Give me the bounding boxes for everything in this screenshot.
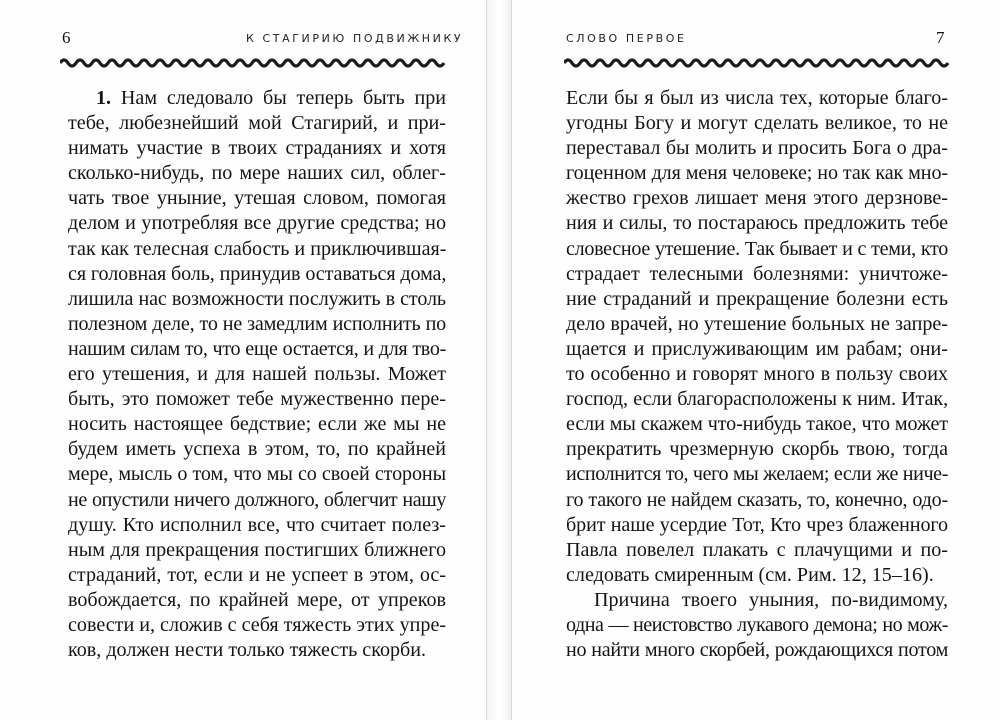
wavy-rule-icon [60,54,448,72]
right-header-ornament [564,54,952,72]
text-line: совести и, сложив с себя тяжесть этих упре- [68,613,447,636]
text-line: душу. Кто исполнил все, что считает полез- [68,513,446,536]
text-line: ков, должен нести только тяжесть скорби. [68,639,427,662]
text-line: но найти много скорбей, рождающихся потом [566,639,948,662]
left-header-ornament [60,54,448,72]
text-line: страдает телесными болезнями: уничтоже- [566,262,948,285]
book-gutter [486,0,512,720]
right-page-number: 7 [936,28,945,47]
left-running-head: К СТАГИРИЮ ПОДВИЖНИКУ [246,32,464,45]
right-body-text [566,86,948,663]
text-line: ся головная боль, принудив оставаться дома, [68,262,447,285]
text-line: лишила нас возможности послужить в столь [68,287,446,310]
text-line: исполнится то, чего мы желаем; если же ниче- [566,463,948,486]
text-line: носить настоящее бедствие; если же мы не [68,413,446,436]
text-line: мере, мысль о том, что мы со своей стороны [68,463,446,486]
text-line: тебе, любезнейший мой Стагирий, и при- [68,112,446,135]
text-line: страданий, тот, если и не успеет в этом, ос- [68,563,446,586]
text-line: ния и силы, то постараюсь предложить тебе [566,212,948,235]
text-line: полезном деле, то не замедлим исполнить по [68,312,446,335]
text-line: 1. Нам следовало бы теперь быть при [96,87,446,109]
wavy-rule-icon [564,54,952,72]
text-line: его утешения, и для нашей пользы. Может [68,363,446,386]
text-line: Причина твоего уныния, по-видимому, [594,588,948,611]
left-body-text [68,86,446,663]
text-line: ние страданий и прекращение болезни есть [566,287,948,310]
text-line: то особенно и говорят много в пользу своих [566,363,948,386]
text-line: господ, если благорасположены к ним. Итак, [566,388,948,411]
left-page-number: 6 [62,28,71,47]
text-line: быть, это поможет тебе мужественно пере- [68,388,446,411]
text-line: жество грехов лишает меня этого дерзнове- [566,187,948,210]
text-line: переставал бы молить и просить Бога о дра- [566,137,948,160]
text-line: прекратить чрезмерную скорбь твою, тогда [566,438,948,461]
right-running-head: СЛОВО ПЕРВОЕ [566,32,687,45]
text-line: брит наше усердие Тот, Кто чрез блаженного [566,513,948,536]
text-line: нашим силам то, что еще остается, и для тво- [68,337,446,360]
text-line: если мы скажем что-нибудь такое, что может [566,413,948,436]
text-line: нимать участие в твоих страданиях и хотя [68,137,446,160]
right-page [512,0,1000,720]
text-line: дело врачей, но утешение больных не запре- [566,312,948,335]
text-line: Если бы я был из числа тех, которые благо- [566,87,948,109]
text-line: ным для прекращения постигших ближнего [68,538,446,561]
text-line: следовать смиренным (см. Рим. 12, 15–16). [566,563,934,586]
text-line: словесное утешение. Так бывает и с теми, кто [566,237,948,260]
text-line: делом и употребляя все другие средства; но [68,212,446,235]
text-line: Павла повелел плакать с плачущими и по- [566,538,948,561]
text-line: чать твое уныние, утешая словом, помогая [68,187,446,210]
text-line: будем иметь успеха в этом, то, по крайней [68,438,446,461]
left-page-edge [486,0,487,720]
text-line: вобождается, по крайней мере, от упреков [68,588,446,611]
left-page [0,0,486,720]
paragraph-number: 1. [96,87,112,109]
text-line: щается и прислуживающим им рабам; они- [566,337,948,360]
text-line: одна — неистовство лукавого демона; но мож- [566,613,948,636]
text-line: гоценном для меня человеке; но так как мно- [566,162,948,185]
text-line: угодны Богу и могут сделать великое, то не [566,112,948,135]
text-line: не опустили ничего должного, облегчит нашу [68,488,446,511]
text-line: го такого не найдем сказать, то, конечно, одо- [566,488,948,511]
text-line: так как телесная слабость и приключившая- [68,237,447,260]
text-line: сколько-нибудь, по мере наших сил, облег- [68,162,446,185]
